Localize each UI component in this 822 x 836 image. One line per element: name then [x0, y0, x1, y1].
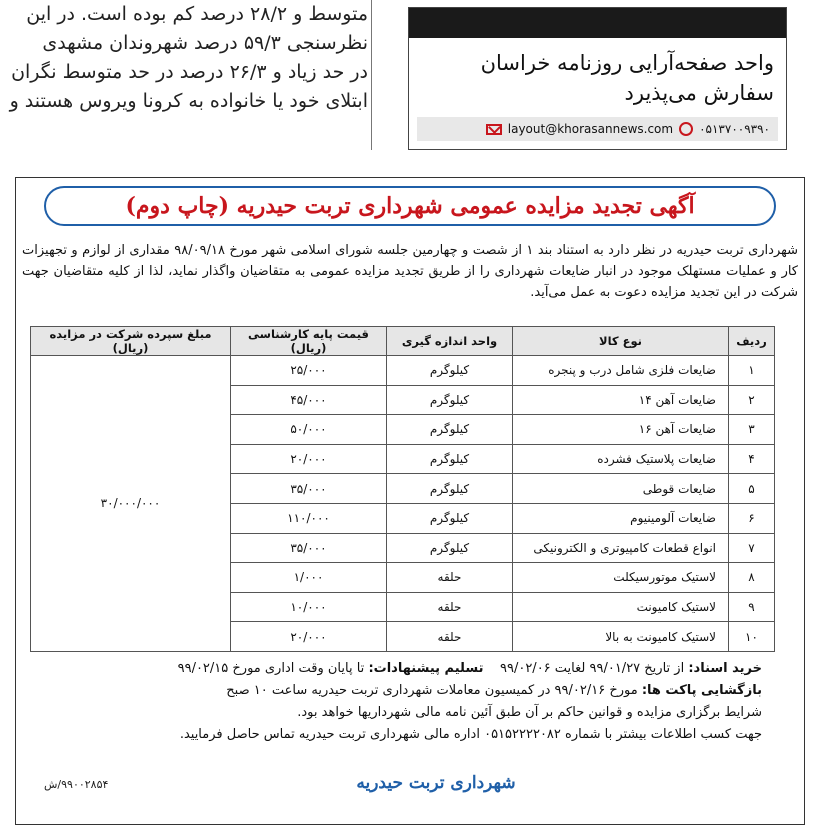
item-unit: کیلوگرم — [387, 356, 513, 386]
item-price: ۴۵/۰۰۰ — [231, 385, 387, 415]
municipality-signature: شهرداری تربت حیدریه — [356, 773, 516, 793]
opening-label: بازگشایی پاکت ها: — [641, 683, 762, 698]
row-no: ۵ — [729, 474, 775, 504]
ad-footer — [22, 658, 762, 746]
promo-title-line1: واحد صفحه‌آرایی روزنامه خراسان — [480, 51, 774, 75]
item-name: لاستیک کامیونت — [513, 592, 729, 622]
column-divider — [371, 0, 372, 150]
header-item-type: نوع کالا — [513, 327, 729, 356]
item-price: ۳۵/۰۰۰ — [231, 474, 387, 504]
auction-ad — [15, 177, 805, 825]
item-price: ۱/۰۰۰ — [231, 563, 387, 593]
table-row — [31, 356, 775, 386]
item-unit: کیلوگرم — [387, 385, 513, 415]
header-base-price: قیمت پایه کارشناسی (ریال) — [231, 327, 387, 356]
item-name: ضایعات آهن ۱۴ — [513, 385, 729, 415]
item-unit: حلقه — [387, 622, 513, 652]
item-unit: کیلوگرم — [387, 474, 513, 504]
article-line: ابتلای خود یا خانواده به کرونا ویروس هستند و — [9, 90, 368, 112]
deposit-amount: ۳۰/۰۰۰/۰۰۰ — [31, 356, 231, 652]
row-no: ۱ — [729, 356, 775, 386]
article-line: نظرسنجی ۵۹/۳ درصد شهروندان مشهدی — [42, 32, 368, 54]
contact-line: جهت کسب اطلاعات بیشتر با شماره ۰۵۱۵۲۲۲۲۰۸۲ اداره مالی شهرداری تربت حیدریه تماس حاصل فرمایید. — [179, 727, 762, 742]
row-no: ۷ — [729, 533, 775, 563]
phone-icon — [679, 122, 693, 136]
row-no: ۴ — [729, 444, 775, 474]
promo-email[interactable]: layout@khorasannews.com — [507, 122, 674, 136]
row-no: ۲ — [729, 385, 775, 415]
article-line: در حد زیاد و ۲۶/۳ درصد در حد متوسط نگران — [11, 61, 368, 83]
item-price: ۲۰/۰۰۰ — [231, 622, 387, 652]
purchase-line — [22, 658, 762, 680]
ad-title-banner — [44, 186, 776, 226]
item-unit: کیلوگرم — [387, 444, 513, 474]
conditions-line: شرایط برگزاری مزایده و قوانین حاکم بر آن طبق آئین نامه مالی شهرداریها خواهد بود. — [297, 705, 762, 720]
article-fragment — [0, 0, 368, 150]
item-unit: کیلوگرم — [387, 503, 513, 533]
purchase-text: از تاریخ ۹۹/۰۱/۲۷ لغایت ۹۹/۰۲/۰۶ — [500, 661, 685, 676]
header-unit: واحد اندازه گیری — [387, 327, 513, 356]
item-price: ۱۰/۰۰۰ — [231, 592, 387, 622]
mail-icon — [486, 124, 502, 135]
item-name: ضایعات فلزی شامل درب و پنجره — [513, 356, 729, 386]
item-price: ۳۵/۰۰۰ — [231, 533, 387, 563]
item-name: ضایعات آلومینیوم — [513, 503, 729, 533]
item-name: ضایعات قوطی — [513, 474, 729, 504]
item-price: ۲۰/۰۰۰ — [231, 444, 387, 474]
purchase-label: خرید اسناد: — [688, 661, 762, 676]
ad-intro: شهرداری تربت حیدریه در نظر دارد به استناد بند ۱ از شصت و چهارمین جلسه شورای اسلامی شهر مورخ ۹۸/۰۹/۱۸ مقداری از لوازم و تجهیزات کار و عملیات مستهلک موجود در انبار ضایعات شهرداری را از طریق تجدید مزایده عمومی به متقاضیان واگذار نماید، لذا از کلیه متقاضیان جهت شرکت در این تجدید مزایده دعوت به عمل می‌آید. — [22, 243, 798, 300]
item-unit: کیلوگرم — [387, 533, 513, 563]
promo-contact — [417, 117, 778, 141]
item-price: ۱۱۰/۰۰۰ — [231, 503, 387, 533]
layout-promo-box — [408, 7, 787, 150]
item-name: انواع قطعات کامپیوتری و الکترونیکی — [513, 533, 729, 563]
submit-label: تسلیم پیشنهادات: — [368, 661, 484, 676]
opening-text: مورخ ۹۹/۰۲/۱۶ در کمیسیون معاملات شهرداری تربت حیدریه ساعت ۱۰ صبح — [226, 683, 638, 698]
row-no: ۶ — [729, 503, 775, 533]
promo-header-bar — [409, 8, 786, 38]
item-unit: کیلوگرم — [387, 415, 513, 445]
ad-code: ۹۹۰۰۲۸۵۴/ش — [44, 778, 109, 791]
item-price: ۵۰/۰۰۰ — [231, 415, 387, 445]
item-unit: حلقه — [387, 563, 513, 593]
item-price: ۲۵/۰۰۰ — [231, 356, 387, 386]
article-line: متوسط و ۲۸/۲ درصد کم بوده است. در این — [26, 3, 368, 25]
row-no: ۸ — [729, 563, 775, 593]
item-name: ضایعات پلاستیک فشرده — [513, 444, 729, 474]
opening-line — [22, 680, 762, 702]
row-no: ۹ — [729, 592, 775, 622]
submit-text: تا پایان وقت اداری مورخ ۹۹/۰۲/۱۵ — [177, 661, 365, 676]
header-row-no: ردیف — [729, 327, 775, 356]
item-name: لاستیک کامیونت به بالا — [513, 622, 729, 652]
item-name: لاستیک موتورسیکلت — [513, 563, 729, 593]
promo-phone: ۰۵۱۳۷۰۰۹۳۹۰ — [699, 122, 770, 136]
promo-title-line2: سفارش می‌پذیرد — [624, 81, 774, 105]
row-no: ۱۰ — [729, 622, 775, 652]
items-table — [30, 326, 775, 652]
row-no: ۳ — [729, 415, 775, 445]
header-deposit: مبلغ سپرده شرکت در مزایده (ریال) — [31, 327, 231, 356]
ad-title: آگهی تجدید مزایده عمومی شهرداری تربت حیدریه (چاپ دوم) — [125, 193, 695, 219]
item-name: ضایعات آهن ۱۶ — [513, 415, 729, 445]
item-unit: حلقه — [387, 592, 513, 622]
table-header-row — [31, 327, 775, 356]
promo-title — [409, 48, 786, 108]
